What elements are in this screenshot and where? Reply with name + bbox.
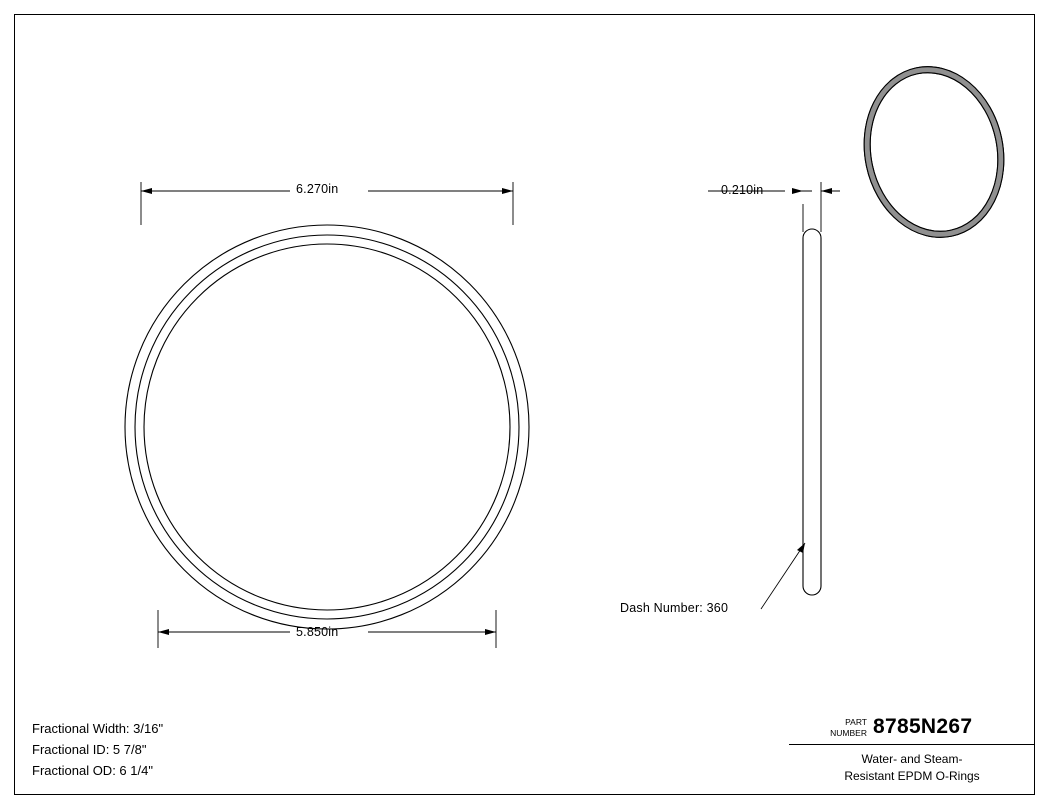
sheet-border: [14, 14, 1035, 795]
title-block: [789, 709, 1035, 795]
dimension-label-cross-section: 0.210in: [721, 183, 764, 197]
dash-number-label: Dash Number: 360: [620, 601, 729, 615]
fractional-notes: [32, 718, 163, 781]
dimension-label-outer-diameter: 6.270in: [296, 182, 339, 196]
title-block-divider: [789, 744, 1035, 745]
part-label-line1: PART: [845, 717, 867, 727]
dimension-label-inner-diameter: 5.850in: [296, 625, 339, 639]
fractional-width: Fractional Width: 3/16": [32, 721, 164, 736]
description-line1: Water- and Steam-: [861, 752, 963, 766]
description-line2: Resistant EPDM O-Rings: [844, 769, 980, 783]
part-label-line2: NUMBER: [830, 727, 867, 738]
fractional-od: Fractional OD: 6 1/4": [32, 763, 153, 778]
part-number-value: 8785N267: [873, 715, 973, 738]
part-number-label: [807, 717, 867, 738]
fractional-id: Fractional ID: 5 7/8": [32, 742, 147, 757]
product-description: [789, 751, 1035, 785]
